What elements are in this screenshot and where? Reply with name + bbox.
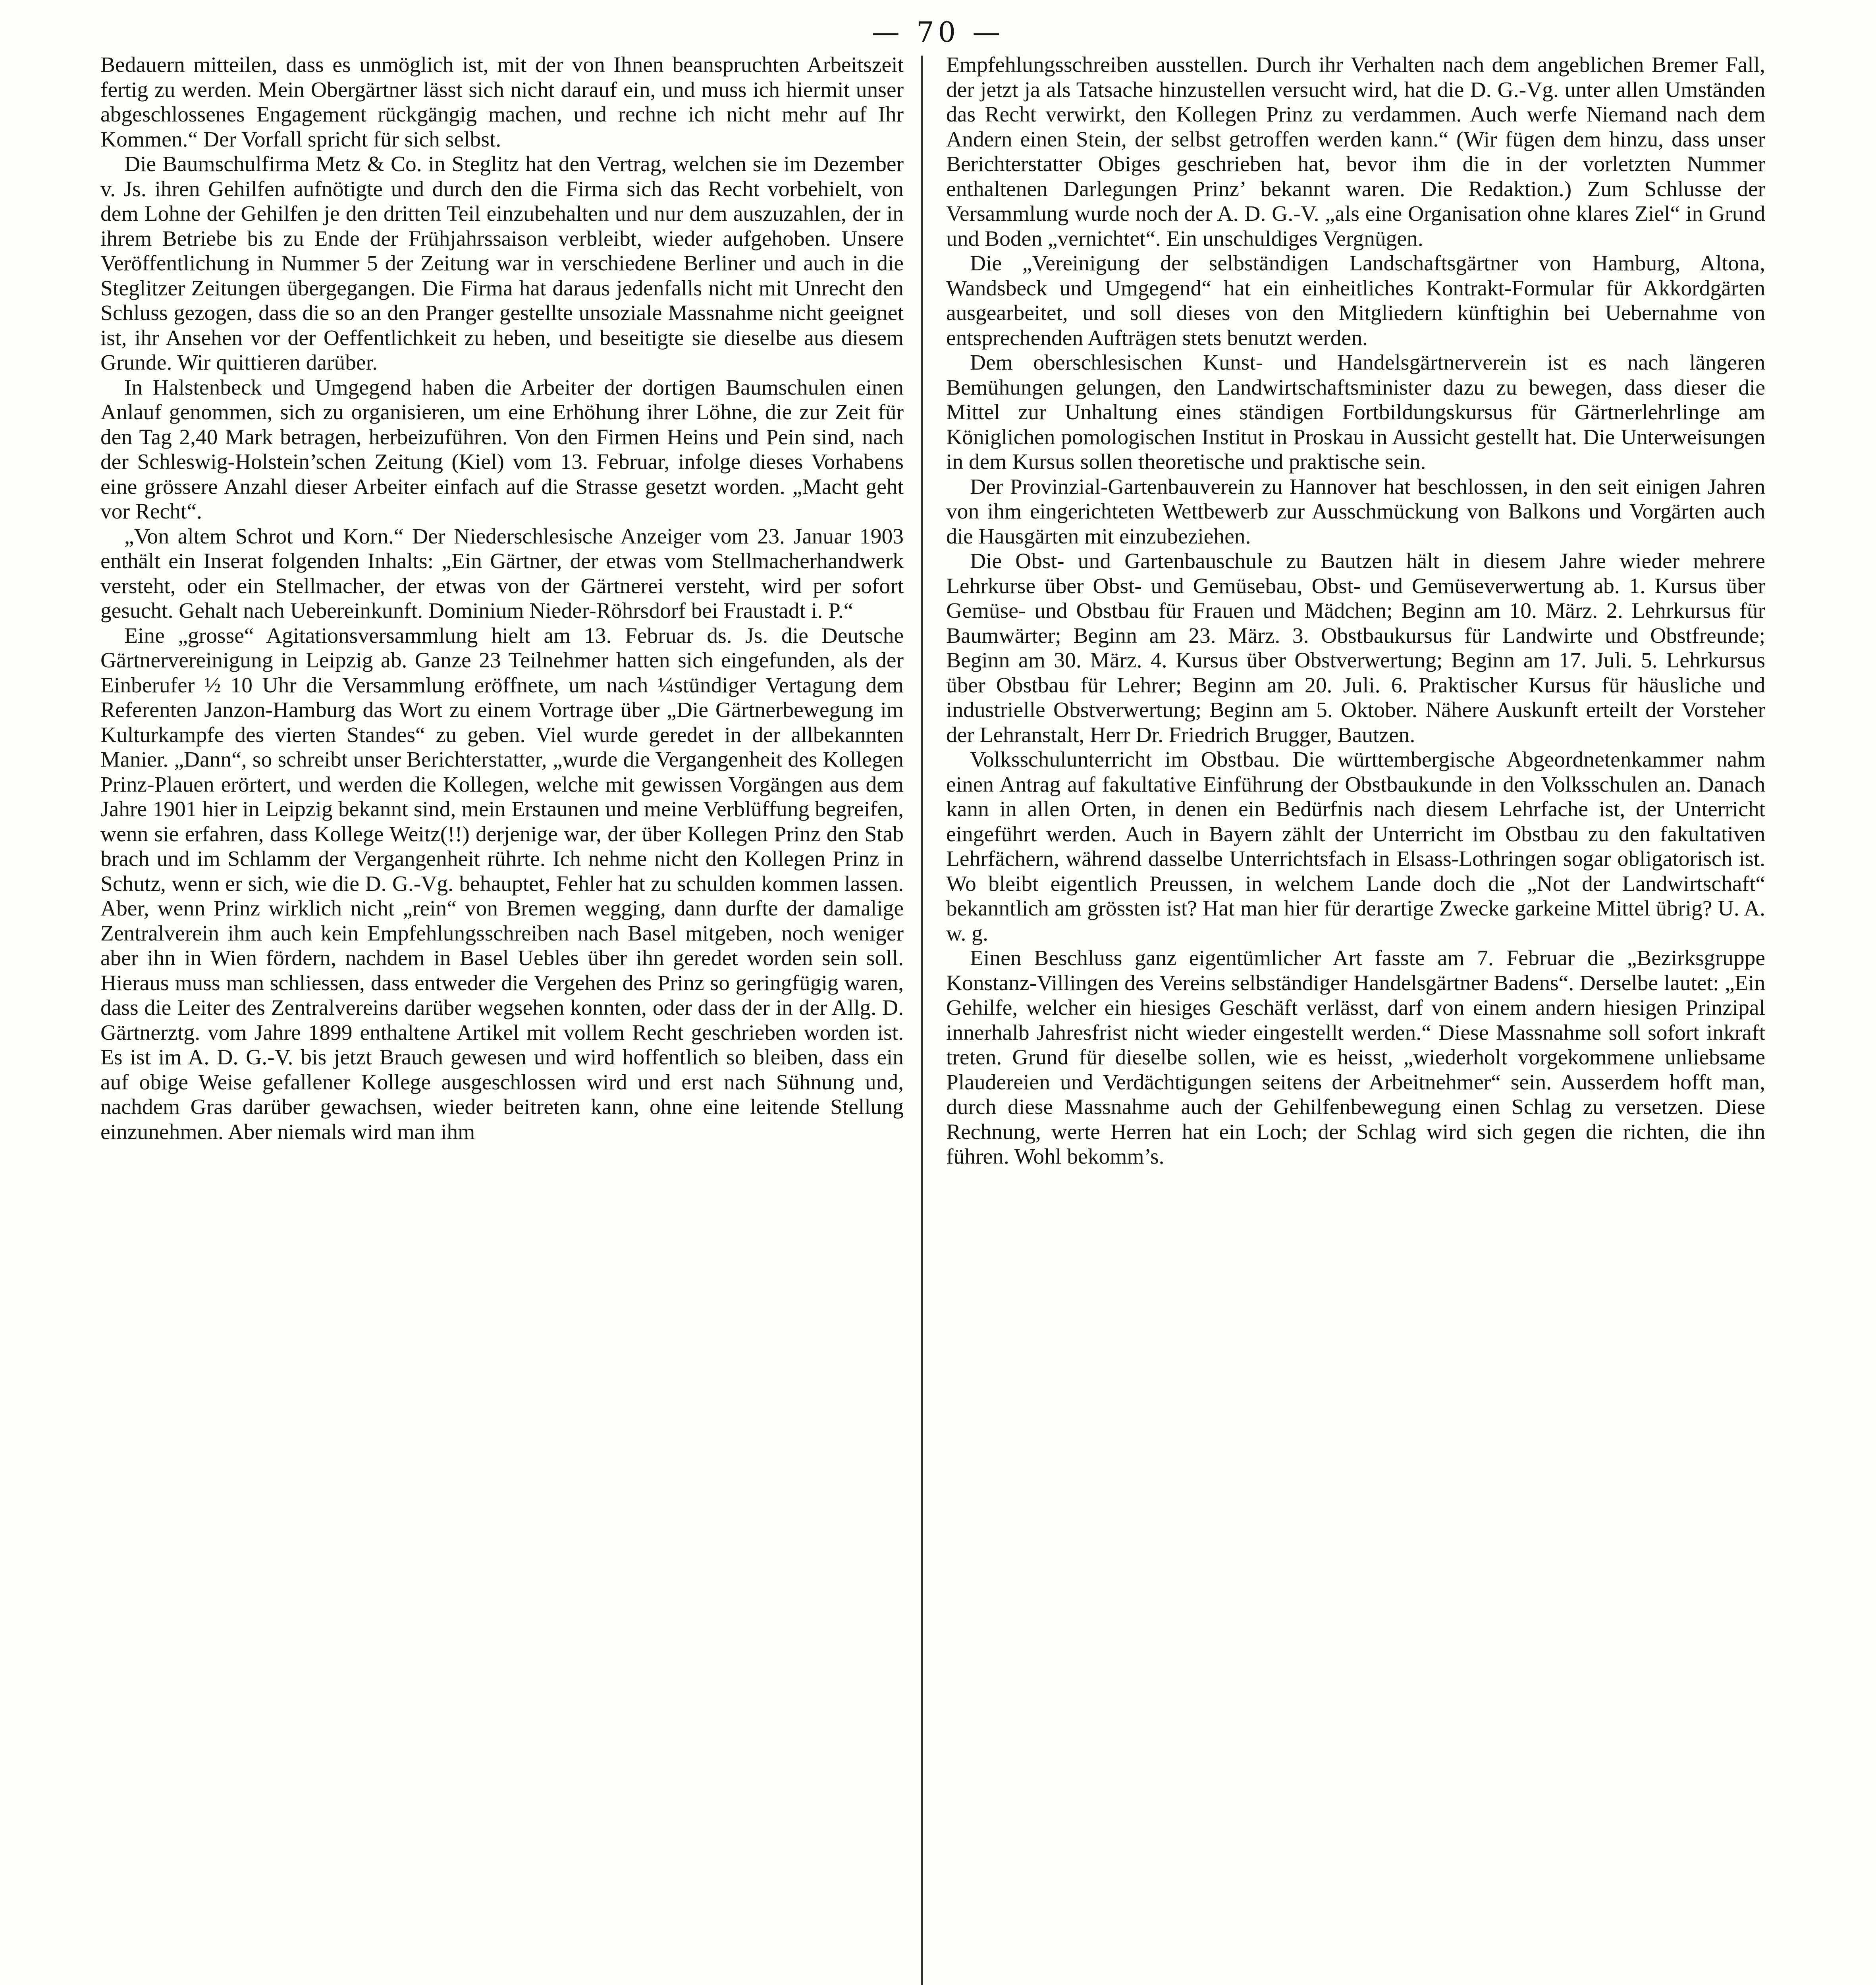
right-column [946, 53, 1765, 1985]
paragraph: Dem oberschlesischen Kunst- und Handelsgärtnerverein ist es nach längeren Bemühungen gelungen, den Landwirtschaftsminister dazu zu bewegen, dass dieser die Mittel zur Unhaltung eines ständigen Fortbildungskursus für Gärtnerlehrlinge am Königlichen pomologischen Institut in Proskau in Aussicht gestellt hat. Die Unterweisungen in dem Kursus sollen theoretische und praktische sein. [946, 351, 1765, 474]
left-column [100, 53, 904, 1985]
paragraph: Eine „grosse“ Agitationsversammlung hielt am 13. Februar ds. Js. die Deutsche Gärtnervereinigung in Leipzig ab. Ganze 23 Teilnehmer hatten sich eingefunden, als der Einberufer ½ 10 Uhr die Versammlung eröffnete, um nach ¼stündiger Vertagung dem Referenten Janzon-Hamburg das Wort zu einem Vortrage über „Die Gärtnerbewegung im Kulturkampfe des vierten Standes“ zu geben. Viel wurde geredet in der allbekannten Manier. „Dann“, so schreibt unser Berichterstatter, „wurde die Vergangenheit des Kollegen Prinz-Plauen erörtert, und werden die Kollegen, welche mit gewissen Vorgängen aus dem Jahre 1901 hier in Leipzig bekannt sind, mein Erstaunen und meine Verblüffung begreifen, wenn sie erfahren, dass Kollege Weitz(!!) derjenige war, der über Kollegen Prinz den Stab brach und im Schlamm der Vergangenheit rührte. Ich nehme nicht den Kollegen Prinz in Schutz, wenn er sich, wie die D. G.-Vg. behauptet, Fehler hat zu schulden kommen lassen. Aber, wenn Prinz wirklich nicht „rein“ von Bremen wegging, dann durfte der damalige Zentralverein ihm auch kein Empfehlungsschreiben nach Basel mitgeben, noch weniger aber ihn in Wien fördern, nachdem in Basel Uebles über ihn geredet worden sein soll. Hieraus muss man schliessen, dass entweder die Vergehen des Prinz so geringfügig waren, dass die Leiter des Zentralvereins darüber wegsehen konnten, oder dass der in der Allg. D. Gärtnerztg. vom Jahre 1899 enthaltene Artikel mit vollem Recht geschrieben worden ist. Es ist im A. D. G.-V. bis jetzt Brauch gewesen und wird hoffentlich so bleiben, dass ein auf obige Weise gefallener Kollege ausgeschlossen wird und erst nach Sühnung und, nachdem Gras darüber gewachsen, wieder beitreten kann, ohne eine leitende Stellung einzunehmen. Aber niemals wird man ihm [100, 623, 904, 1144]
paragraph: Die Obst- und Gartenbauschule zu Bautzen hält in diesem Jahre wieder mehrere Lehrkurse über Obst- und Gemüsebau, Obst- und Gemüseverwertung ab. 1. Kursus über Gemüse- und Obstbau für Frauen und Mädchen; Beginn am 10. März. 2. Lehrkursus für Baumwärter; Beginn am 23. März. 3. Obstbaukursus für Landwirte und Obstfreunde; Beginn am 30. März. 4. Kursus über Obstverwertung; Beginn am 17. Juli. 5. Lehrkursus über Obstbau für Lehrer; Beginn am 20. Juli. 6. Praktischer Kursus für häusliche und industrielle Obstverwertung; Beginn am 5. Oktober. Nähere Auskunft erteilt der Vorsteher der Lehranstalt, Herr Dr. Friedrich Brugger, Bautzen. [946, 549, 1765, 747]
paragraph: In Halstenbeck und Umgegend haben die Arbeiter der dortigen Baumschulen einen Anlauf genommen, sich zu organisieren, um eine Erhöhung ihrer Löhne, die zur Zeit für den Tag 2,40 Mark betragen, herbeizuführen. Von den Firmen Heins und Pein sind, nach der Schleswig-Holstein’schen Zeitung (Kiel) vom 13. Februar, infolge dieses Vorhabens eine grössere Anzahl dieser Arbeiter einfach auf die Strasse gesetzt worden. „Macht geht vor Recht“. [100, 375, 904, 524]
paragraph: Die „Vereinigung der selbständigen Landschaftsgärtner von Hamburg, Altona, Wandsbeck und Umgegend“ hat ein einheitliches Kontrakt-Formular für Akkordgärten ausgearbeitet, und soll dieses von den Mitgliedern künftighin bei Uebernahme von entsprechenden Aufträgen stets benutzt werden. [946, 251, 1765, 350]
column-divider [921, 56, 923, 1985]
paragraph: Volksschulunterricht im Obstbau. Die württembergische Abgeordnetenkammer nahm einen Antrag auf fakultative Einführung der Obstbaukunde in den Volksschulen an. Danach kann in allen Orten, in denen ein Bedürfnis nach diesem Lehrfache ist, der Unterricht eingeführt werden. Auch in Bayern zählt der Unterricht im Obstbau zu den fakultativen Lehrfächern, während dasselbe Unterrichtsfach in Elsass-Lothringen sogar obligatorisch ist. Wo bleibt eigentlich Preussen, in welchem Lande doch die „Not der Landwirtschaft“ bekanntlich am grössten ist? Hat man hier für derartige Zwecke garkeine Mittel übrig? U. A. w. g. [946, 748, 1765, 946]
paragraph: Die Baumschulfirma Metz & Co. in Steglitz hat den Vertrag, welchen sie im Dezember v. Js. ihren Gehilfen aufnötigte und durch den die Firma sich das Recht vorbehielt, von dem Lohne der Gehilfen je den dritten Teil einzubehalten und nur dem auszuzahlen, der in ihrem Betriebe bis zu Ende der Frühjahrssaison verbleibt, wieder aufgehoben. Unsere Veröffentlichung in Nummer 5 der Zeitung war in verschiedene Berliner und auch in die Steglitzer Zeitungen übergegangen. Die Firma hat daraus jedenfalls nicht mit Unrecht den Schluss gezogen, dass die so an den Pranger gestellte unsoziale Massnahme nicht geeignet ist, ihr Ansehen vor der Oeffentlichkeit zu heben, und beseitigte sie dieselbe aus diesem Grunde. Wir quittieren darüber. [100, 152, 904, 375]
paragraph: Bedauern mitteilen, dass es unmöglich ist, mit der von Ihnen beanspruchten Arbeitszeit fertig zu werden. Mein Obergärtner lässt sich nicht darauf ein, und muss ich hiermit unser abgeschlossenes Engagement rückgängig machen, und rechne ich nicht mehr auf Ihr Kommen.“ Der Vorfall spricht für sich selbst. [100, 53, 904, 152]
page-number: — 70 — [871, 16, 1005, 48]
paragraph: „Von altem Schrot und Korn.“ Der Niederschlesische Anzeiger vom 23. Januar 1903 enthält ein Inserat folgenden Inhalts: „Ein Gärtner, der etwas vom Stellmacherhandwerk versteht, oder ein Stellmacher, der etwas von der Gärtnerei versteht, wird per sofort gesucht. Gehalt nach Uebereinkunft. Dominium Nieder-Röhrsdorf bei Fraustadt i. P.“ [100, 524, 904, 623]
paragraph: Einen Beschluss ganz eigentümlicher Art fasste am 7. Februar die „Bezirksgruppe Konstanz-Villingen des Vereins selbständiger Handelsgärtner Badens“. Derselbe lautet: „Ein Gehilfe, welcher ein hiesiges Geschäft verlässt, darf von einem andern hiesigen Prinzipal innerhalb Jahresfrist nicht wieder eingestellt werden.“ Diese Massnahme soll sofort inkraft treten. Grund für dieselbe sollen, wie es heisst, „wiederholt vorgekommene unliebsame Plaudereien und Verdächtigungen seitens der Arbeitnehmer“ sein. Ausserdem hofft man, durch diese Massnahme auch der Gehilfenbewegung einen Schlag zu versetzen. Diese Rechnung, werte Herren hat ein Loch; der Schlag wird sich gegen die richten, die ihn führen. Wohl bekomm’s. [946, 946, 1765, 1169]
paragraph: Empfehlungsschreiben ausstellen. Durch ihr Verhalten nach dem angeblichen Bremer Fall, der jetzt ja als Tatsache hinzustellen versucht wird, hat die D. G.-Vg. unter allen Umständen das Recht verwirkt, den Kollegen Prinz zu verdammen. Auch werfe Niemand nach dem Andern einen Stein, der selbst getroffen werden kann.“ (Wir fügen dem hinzu, dass unser Berichterstatter Obiges geschrieben hat, bevor ihm die in der vorletzten Nummer enthaltenen Darlegungen Prinz’ bekannt waren. Die Redaktion.) Zum Schlusse der Versammlung wurde noch der A. D. G.-V. „als eine Organisation ohne klares Ziel“ in Grund und Boden „vernichtet“. Ein unschuldiges Vergnügen. [946, 53, 1765, 251]
paragraph: Der Provinzial-Gartenbauverein zu Hannover hat beschlossen, in den seit einigen Jahren von ihm eingerichteten Wettbewerb zur Ausschmückung von Balkons und Vorgärten auch die Hausgärten mit einzubeziehen. [946, 474, 1765, 549]
